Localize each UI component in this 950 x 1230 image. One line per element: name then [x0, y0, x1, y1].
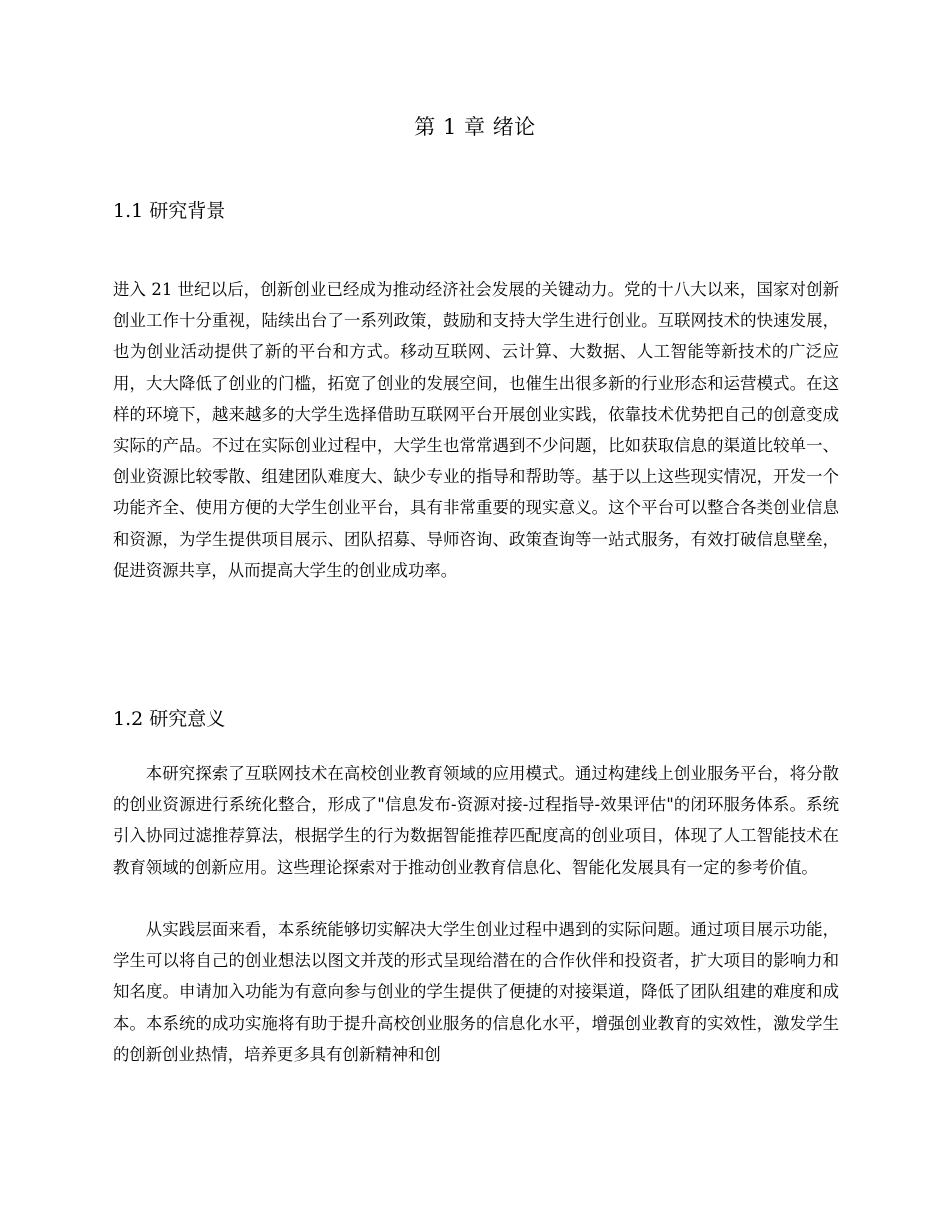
section-heading-research-background: 1.1 研究背景	[113, 200, 226, 222]
chapter-title: 第 1 章 绪论	[414, 115, 536, 139]
paragraph-research-significance-practice: 从实践层面来看，本系统能够切实解决大学生创业过程中遇到的实际问题。通过项目展示功能，学生可以将自己的创业想法以图文并茂的形式呈现给潜在的合作伙伴和投资者，扩大项目的影响力和知名度。申请加入功能为有意向参与创业的学生提供了便捷的对接渠道，降低了团队组建的难度和成本。本系统的成功实施将有助于提升高校创业服务的信息化水平，增强创业教育的实效性，激发学生的创新创业热情，培养更多具有创新精神和创	[113, 920, 839, 1064]
paragraph-research-background: 进入 21 世纪以后，创新创业已经成为推动经济社会发展的关键动力。党的十八大以来，国家对创新创业工作十分重视，陆续出台了一系列政策，鼓励和支持大学生进行创业。互联网技术的快速发展，也为创业活动提供了新的平台和方式。移动互联网、云计算、大数据、人工智能等新技术的广泛应用，大大降低了创业的门槛，拓宽了创业的发展空间，也催生出很多新的行业形态和运营模式。在这样的环境下，越来越多的大学生选择借助互联网平台开展创业实践，依靠技术优势把自己的创意变成实际的产品。不过在实际创业过程中，大学生也常常遇到不少问题，比如获取信息的渠道比较单一、创业资源比较零散、组建团队难度大、缺少专业的指导和帮助等。基于以上这些现实情况，开发一个功能齐全、使用方便的大学生创业平台，具有非常重要的现实意义。这个平台可以整合各类创业信息和资源，为学生提供项目展示、团队招募、导师咨询、政策查询等一站式服务，有效打破信息壁垒，促进资源共享，从而提高大学生的创业成功率。	[113, 280, 839, 580]
section-heading-research-significance: 1.2 研究意义	[113, 708, 226, 730]
paragraph-research-significance-theory: 本研究探索了互联网技术在高校创业教育领域的应用模式。通过构建线上创业服务平台，将分散的创业资源进行系统化整合，形成了"信息发布-资源对接-过程指导-效果评估"的闭环服务体系。系统引入协同过滤推荐算法，根据学生的行为数据智能推荐匹配度高的创业项目，体现了人工智能技术在教育领域的创新应用。这些理论探索对于推动创业教育信息化、智能化发展具有一定的参考价值。	[113, 764, 839, 877]
